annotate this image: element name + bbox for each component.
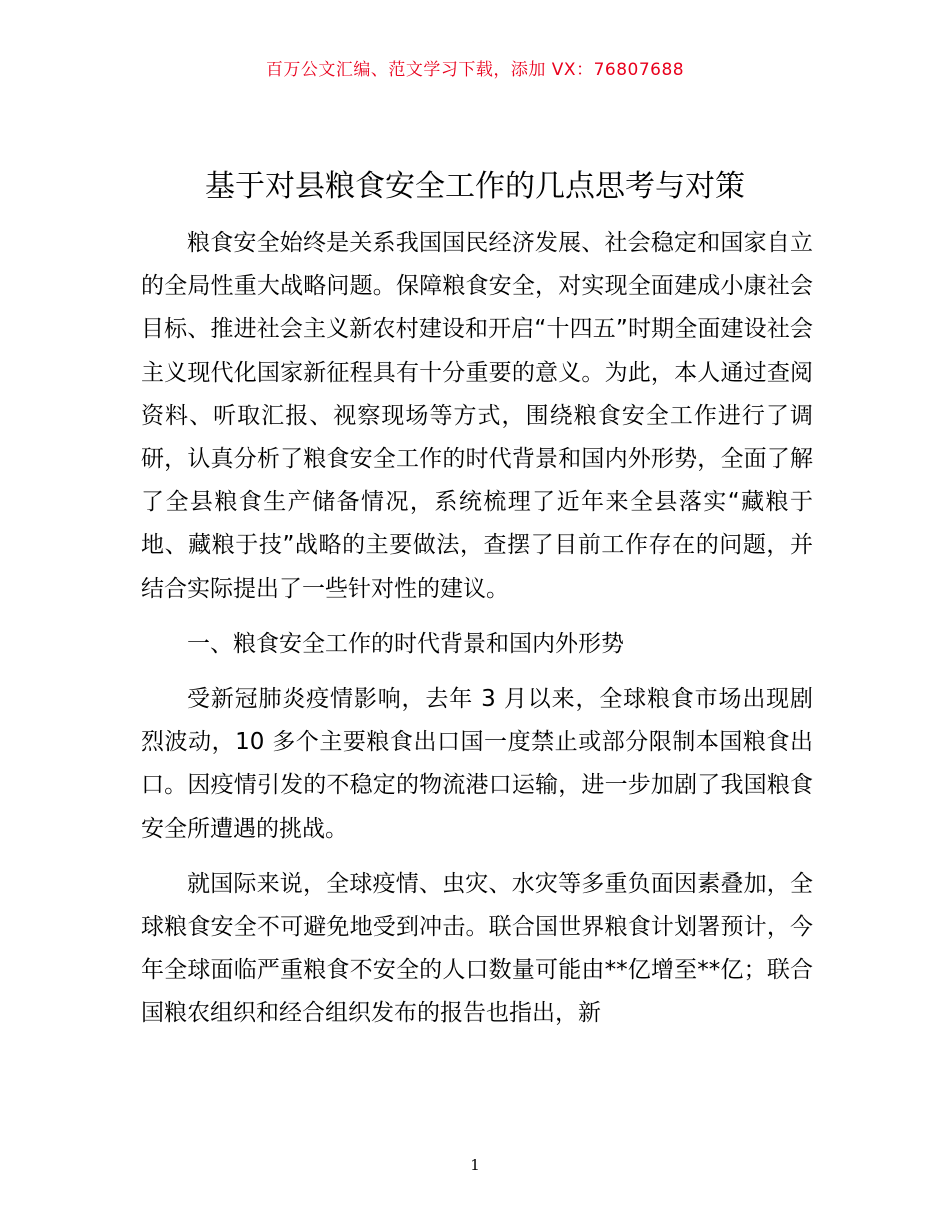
- body-paragraph: 受新冠肺炎疫情影响，去年 3 月以来，全球粮食市场出现剧烈波动，10 多个主要粮食出口国一度禁止或部分限制本国粮食出口。因疫情引发的不稳定的物流港口运输，进一步加剧了我国粮食安全所遭遇的挑战。: [141, 686, 813, 842]
- intro-paragraph: 粮食安全始终是关系我国国民经济发展、社会稳定和国家自立的全局性重大战略问题。保障粮食安全，对实现全面建成小康社会目标、推进社会主义新农村建设和开启“十四五”时期全面建设社会主义现代化国家新征程具有十分重要的意义。为此，本人通过查阅资料、听取汇报、视察现场等方式，围绕粮食安全工作进行了调研，认真分析了粮食安全工作的时代背景和国内外形势，全面了解了全县粮食生产储备情况，系统梳理了近年来全县落实“藏粮于地、藏粮于技”战略的主要做法，查摆了目前工作存在的问题，并结合实际提出了一些针对性的建议。: [141, 230, 813, 602]
- document-title: 基于对县粮食安全工作的几点思考与对策: [205, 169, 745, 204]
- section-heading: 一、粮食安全工作的时代背景和国内外形势: [187, 630, 624, 657]
- watermark-header: 百万公文汇编、范文学习下载，添加 VX：76807688: [265, 60, 685, 80]
- body-paragraph: 就国际来说，全球疫情、虫灾、水灾等多重负面因素叠加，全球粮食安全不可避免地受到冲击。联合国世界粮食计划署预计，今年全球面临严重粮食不安全的人口数量可能由**亿增至**亿；联合国粮农组织和经合组织发布的报告也指出，新: [141, 870, 813, 1027]
- document-body: [141, 222, 813, 1036]
- page-number: 1: [470, 1156, 480, 1174]
